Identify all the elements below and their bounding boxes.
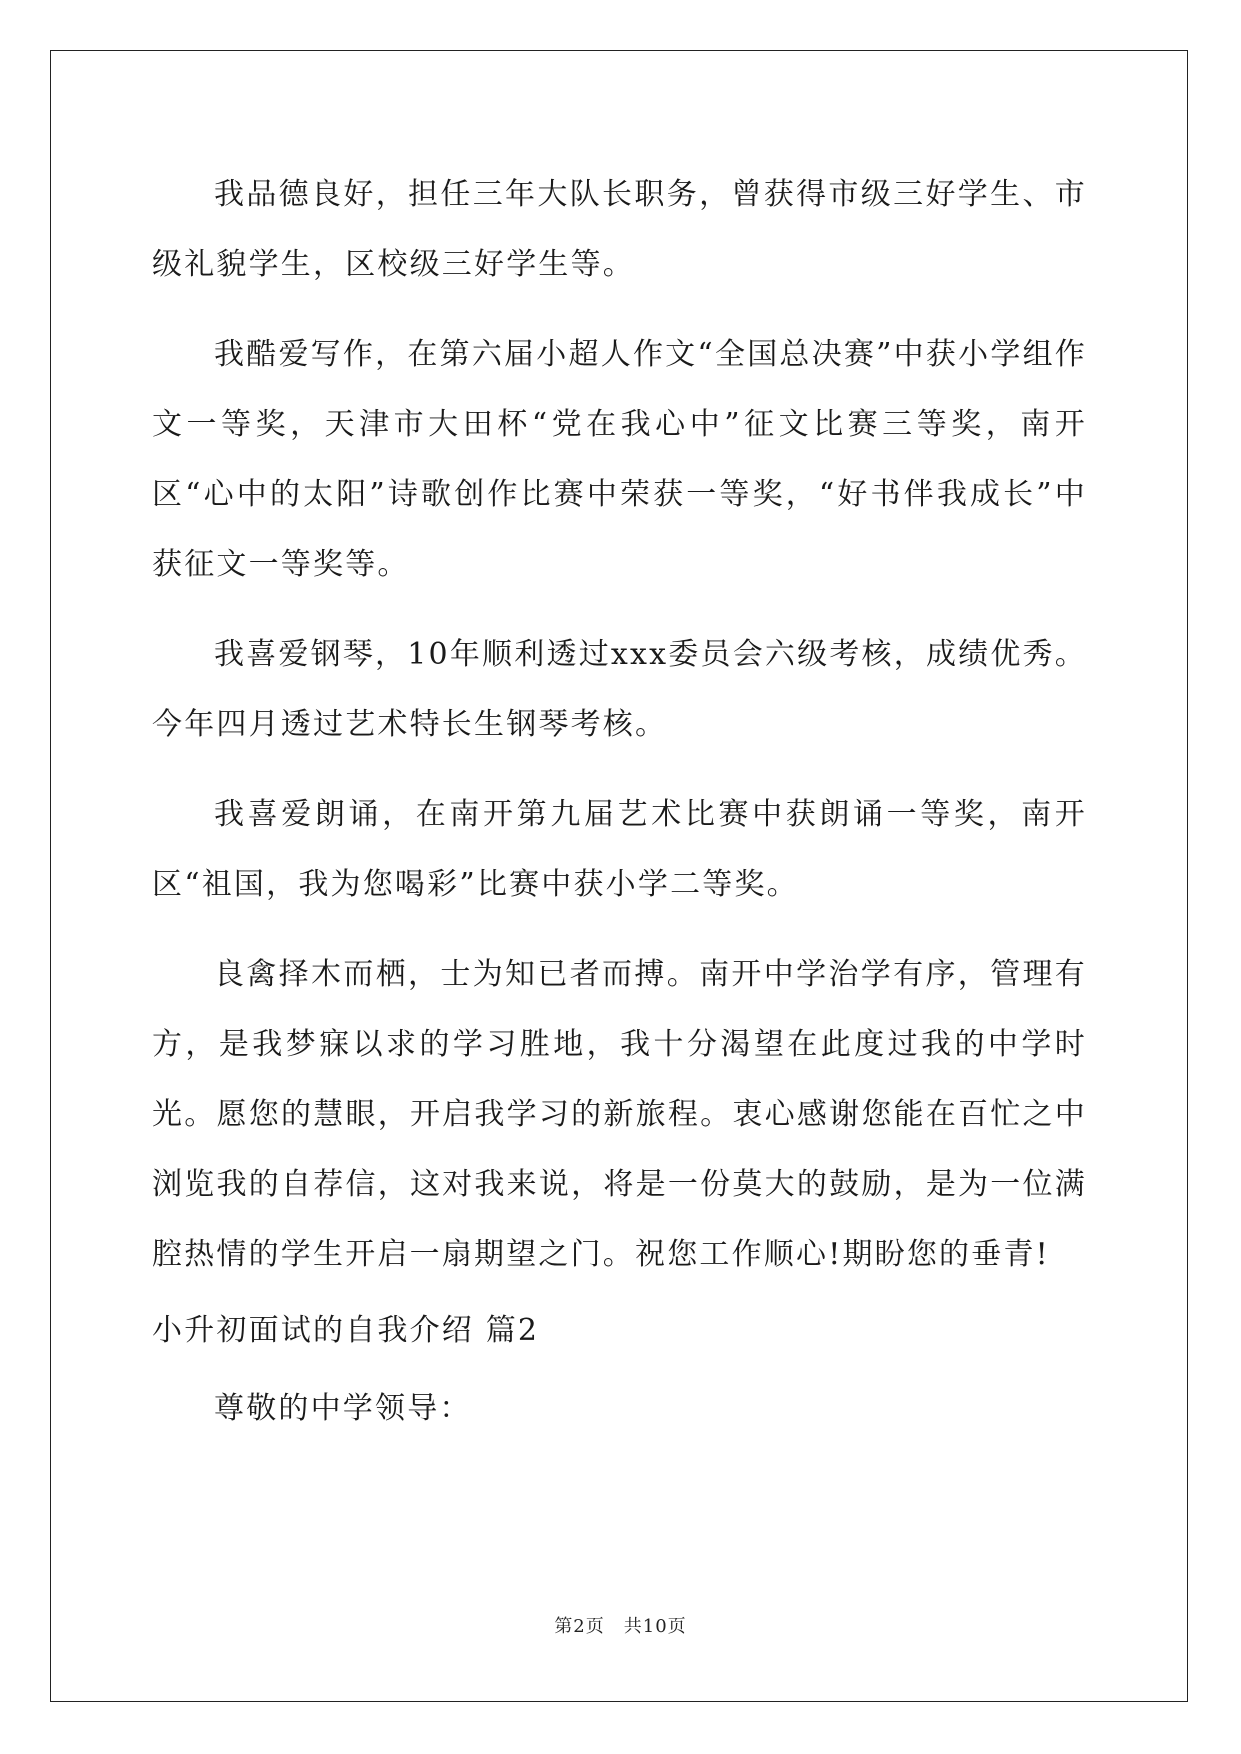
salutation: 尊敬的中学领导： <box>214 1391 472 1426</box>
paragraph-writing: 我酷爱写作，在第六届小超人作文“全国总决赛”中获小学组作文一等奖，天津市大田杯“党在我心中”征文比赛三等奖，南开区“心中的太阳”诗歌创作比赛中荣获一等奖，“好书伴我成长”中获征文一等奖等。 <box>152 337 1087 582</box>
paragraph-character: 我品德良好，担任三年大队长职务，曾获得市级三好学生、市级礼貌学生，区校级三好学生等。 <box>152 177 1087 282</box>
document-body <box>152 160 1087 1464</box>
paragraph-piano: 我喜爱钢琴，10年顺利透过xxx委员会六级考核，成绩优秀。今年四月透过艺术特长生钢琴考核。 <box>152 637 1087 742</box>
page-number-footer: 第2页 共10页 <box>554 1616 687 1637</box>
paragraph-closing: 良禽择木而栖，士为知已者而搏。南开中学治学有序，管理有方，是我梦寐以求的学习胜地，我十分渴望在此度过我的中学时光。愿您的慧眼，开启我学习的新旅程。衷心感谢您能在百忙之中浏览我的自荐信，这对我来说，将是一份莫大的鼓励，是为一位满腔热情的学生开启一扇期望之门。祝您工作顺心!期盼您的垂青! <box>152 957 1087 1272</box>
section-heading: 小升初面试的自我介绍 篇2 <box>152 1313 540 1348</box>
paragraph-recitation: 我喜爱朗诵，在南开第九届艺术比赛中获朗诵一等奖，南开区“祖国，我为您喝彩”比赛中获小学二等奖。 <box>152 797 1087 902</box>
